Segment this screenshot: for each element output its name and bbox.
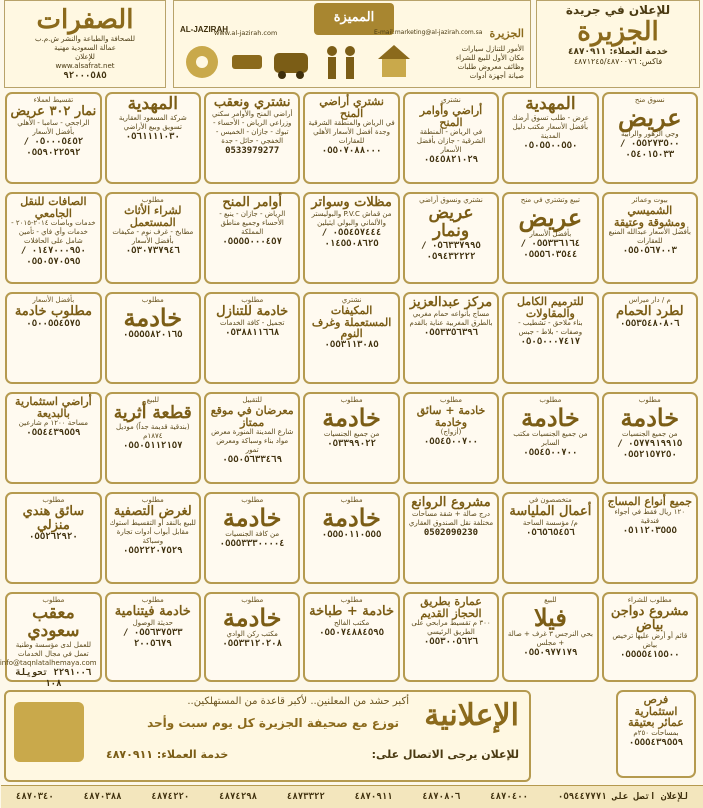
ad-title: مظلات وسواتر [311,195,392,210]
ad-phone: ٠٥٥٣٣١٢٠٢٠٨ [222,639,282,650]
car-icon [274,53,308,79]
classified-ad [502,592,598,682]
ad-body: من جميع الجنسيات مكتب السابر [513,430,588,448]
classified-ad [502,92,598,184]
ad-body: ٣٠٠ م تقسيط مرابحي على الطريق الرئيسي [411,619,491,637]
ad-body: من قماش P.V.C والبوليستر والألماني والبولي ايثيلين [311,209,392,227]
service-line2: مكان الأول للبيع للشراء [455,54,524,62]
house-icon [378,45,410,77]
footer-phone: ٤٨٧٠٤٠٠ [490,792,529,802]
ad-category: للبيع [544,596,557,604]
ad-category: مطلوب [638,396,661,404]
ad-body: مكتب ركن الوادي [226,630,278,639]
ad-title: عريض [617,103,682,132]
ad-phone: ٠٥٥٣٥٤٨٠٨٠٦ [619,318,680,329]
jazirah-ad-fax: فاكس: ٤٨٧١٢٤٥/٤٨٧٠٠٧٦ [573,57,663,66]
ad-category: مطلوب [241,496,264,504]
banner-line1: أكبر حشد من المعلنين.. لأكبر قاعدة من المستهلكين.. [187,696,409,707]
classified-ad [303,292,399,384]
header-services [456,45,524,81]
banner-line2: توزع مع صحيفة الجزيرة كل يوم سبت وأحد [147,716,399,730]
ad-title: خادمة [123,303,183,332]
classified-ad [204,292,300,384]
classified-ad [403,392,499,484]
ad-body: بمساحات ٢٥٠م [633,728,679,737]
ad-title: خادمة + سائق وخادمة [416,404,486,429]
ad-phone: ٢٢٩١٠٠٦ تحويلة ١٠٨ [15,667,92,689]
ad-phone: ٠٥٥٢٧٣٥٠٠ / ٠٥٤٠١٥٠٣٣ [619,139,680,161]
ad-category: تبيع وتشتري في منح [520,196,580,204]
jazirah-ad-line1: للإعلان في جريدة [565,3,671,17]
ad-title: جميع أنواع المساج [607,495,693,508]
ad-phone: 0502090230 [423,527,479,538]
footer-phone: ٤٨٧٠٣٤٠ [15,792,54,802]
ad-title: قطعة أثرية [113,403,192,423]
ad-title: خادمة [222,503,282,532]
ad-title: لطرد الحمام [615,304,684,319]
ad-category: متخصصون في [529,496,572,504]
ad-phone: ٠٥٥٢٢٢٠٧٥٢٩ [122,545,183,556]
alsafrat-phone: ٩٢٠٠٠٥٨٥ [63,71,107,81]
tools-icon [232,55,262,69]
alsafrat-logo: الصفرات [36,5,134,35]
ad-phone: ٠٥٥٣٣٥٦٣٩٦ [423,327,479,338]
service-line4: صيانة أجهزة أدوات [469,72,524,80]
header-left-ad [4,0,166,88]
ad-title: أوامر المنح [222,195,282,210]
gear-icon [186,46,218,78]
ad-category: م / دار ميراس [628,296,671,304]
ad-body: أراضي المنح والأوامر سكني وزراعي الرياض - الأحساء - تبوك - جازان - الخميس - الخفجي - حائل - جدة [211,109,293,145]
ad-category: مطلوب [539,396,562,404]
ad-category: مطلوب [241,296,264,304]
ad-body: بناء ملاحق - تشطيب - وصفات - بلاط - جبس [518,319,583,337]
ad-category: مطلوب [141,496,164,504]
alsafrat-tagline: للصحافة والطباعة والنشر ش.م.ب [35,35,135,43]
ad-phone: ٠٥٠٥٠٠٠٧٤١٧ [520,337,581,348]
ad-category: مطلوب [141,196,164,204]
ad-title: سائق هندي منزلي [22,504,85,533]
aliklania-banner [4,690,531,782]
jazirah-latin: AL-JAZIRAH [180,25,228,34]
classified-ad [105,292,201,384]
ad-phone: ٠٥٥٠٧٠٨٨٠٠٠ [321,146,382,157]
ad-phone: ٠٥٤٥٨٢١٠٢٩ [423,155,479,166]
ad-category: مطلوب [439,396,462,404]
footer-phone: ٤٨٧٤٢٩٨ [219,792,258,802]
service-line1: الأمور للتنازل سيارات [461,45,524,53]
ad-title: فيلا [533,603,567,632]
ad-title: خادمة [222,603,282,632]
service-line3: وظائف معروض طلبات [457,63,524,71]
ad-phone: ٠٥٥٦٣٧٥٣٣ / ٢٠٠٥٦٧٩ [122,627,183,649]
classified-ad [303,592,399,682]
ad-body: مساحة ١٢٠٠ م شارعين [18,419,89,428]
ad-body: مكتب الفالح [333,618,370,627]
ad-category: نشتري [441,96,461,104]
ad-body: خدمات وباصات ٢٠١٤-٢٠١٥ - خدمات وأي فاي - تأمين شامل على الحافلات [11,219,96,246]
ad-body: عرض - طلب تسوق أرضك بأفضل الأسعار مكتب دليل المدينة [511,113,589,140]
classified-ad [303,192,399,284]
footer-phone: ٤٨٧٠٩١١ [354,792,393,802]
classified-ad [602,592,698,682]
ad-title: لغرض التصفية [113,504,192,519]
ad-phone: ٠٥٥٤٥٠٠٧٠٠ [523,448,578,459]
ad-body: بحي النرجس ٣ غرف + صالة + مجلس [507,630,593,648]
ad-title: فرص استثمارية عمائر بعتيقة [628,693,684,730]
alsafrat-web: www.alsafrat.net [55,62,115,70]
ad-title: مشروع دواجن بياض [610,604,689,633]
ad-phone: ٠٥٠٠٥٥٤٥٧٥ [26,318,81,329]
ad-body: للعمل لدى مؤسسة وطنية تعمل في مجال الخدمات info@taqnlatalhemaya.com [0,640,97,667]
ad-category: مطلوب [241,596,264,604]
ad-category: مطلوب [340,496,363,504]
ad-phone: ٠٥٥٥٥٠٠٠٤٥٧ [222,236,282,247]
classified-ad [403,92,499,184]
classified-ad [5,92,101,184]
banner-line4: خدمة العملاء: ٤٨٧٠٩١١ [106,748,229,761]
ad-phone: ٠٥٥٠٥١١٢١٥٧ [122,440,183,451]
ad-phone: ٠٥٥٠٥٦٣٣٤٦٩ [222,455,282,466]
ad-phone: ٠١٤٧٠٠٠٩٥٠ / ٠٥٥٠٥٧٠٥٩٥ [20,246,86,268]
classified-ad [403,192,499,284]
classified-ad [403,492,499,584]
classified-ad [204,92,300,184]
footer-phone: ٤٨٧٠٣٨٨ [83,792,122,802]
ad-category: بأفضل الأسعار [32,296,75,304]
people-icon [327,46,355,79]
ad-title: لشراء الأثاث المستعمل [124,204,182,229]
classified-ad [303,492,399,584]
ad-category: مطلوب للشراء [627,596,672,604]
header-middle [173,0,531,88]
ad-body: في الرياض والمنطقة الشرقية وجدة أفضل الأسعار الأهلي للعقارات [308,119,395,146]
classified-ad [303,92,399,184]
classified-ad [0,592,101,689]
ad-phone: ٠٥٥٥٤٣٩٥٥٩ [628,737,684,748]
ad-title: الشميسي ومشوقة وعتيقة [613,204,686,229]
jazirah-web: www.al-jazirah.com [214,29,278,37]
ad-title: أراضي استثمارية بالبديعة [15,395,92,420]
ad-title: خادمة + طباخة [309,604,395,619]
classified-ad [105,92,201,184]
jazirah-ad-line2: خدمة العملاء: ٤٨٧٠٩١١ [567,47,669,57]
classified-ad [105,392,201,484]
ad-title: نشتري أراضي المنح [319,95,384,120]
ad-title: مطلوب خادمة [14,304,92,319]
ad-body: الراجحي - سامبا - الأهلي بأفضل الأسعار [17,118,90,136]
ad-body: من جميع الجنسيات [622,430,678,439]
ad-title: أراضي وأوامر المنح [419,104,483,129]
ad-body: ١٢٠ ريال فقط في أجواء فندقية [614,507,686,525]
ad-title: خادمة [322,503,381,532]
banner-line3: للإعلان يرجى الاتصال على: [371,748,519,761]
ad-category: نسوق منح [634,96,665,104]
ad-phone: ٠٥٧٧٩١٩٩١٥ / ٠٥٥٢١٥٧٢٥٠ [617,439,683,461]
ad-category: مطلوب [141,596,164,604]
ad-title: عريض ونمار [428,203,474,241]
jazirah-email: E-mail:marketing@al-jazirah.com.sa [374,29,483,36]
ad-phone: ٠٥٥٣١١٣٠٨٥ [324,339,379,350]
ad-body: في الرياض - المنطقة الشرقية - جازان بأفضل الأسعار [416,128,486,155]
ad-body: بأفضل الأسعار [529,230,572,239]
ad-category: مطلوب [42,496,65,504]
classified-ad [204,192,300,284]
ad-phone: ٠٥٥٥٠١١٠٥٥٥ [321,530,382,541]
ad-category: للبيع [146,396,159,404]
classified-ad [105,192,201,284]
ad-category: مطلوب [340,596,363,604]
footer-phone: ٤٨٧٠٨٠٦ [422,792,461,802]
classified-ad [5,492,101,584]
classified-ad [105,492,201,584]
ad-title: خادمة للتنازل [216,304,289,319]
classified-ad [403,592,499,682]
ad-body: بأفضل الأسعار عبدالله المنيع للعقارات [608,228,691,246]
footer-phones [1,785,703,808]
classified-ad [204,392,300,484]
ad-phone: ٠٥٦٣٣٧٩٩٥ / ٠٥٩٤٣٢٢٢٢ [421,240,481,262]
ad-phone: ٠٥٥٢٦٢٩٢٠ [28,532,78,543]
classified-ad [502,392,598,484]
footer-phone: ٤٨٧٤٢٢٠ [151,792,190,802]
ad-title: معقب سعودي [27,603,80,641]
ad-phone: ٠٥١١٢٠٣٥٥٥ [622,525,677,536]
classifieds-page [1,0,703,808]
classified-ad [303,392,399,484]
ad-phone: ٠٥٥٤٥٧٤٤٤ / ٠١٤٥٥٠٨٦٢٥ [321,227,382,249]
ad-phone: ٠٥٣٨٨١١٦٦٨ [225,327,280,338]
alsafrat-line1: عمالة السعودية مهنية [54,44,116,52]
ad-title: خادمة فيتنامية [114,604,191,619]
classified-ad [204,492,300,584]
ad-title: للترميم الكامل والمقاولات [516,295,584,320]
classified-ad [105,592,201,682]
ad-title: المكيفات المستعملة وغرف النوم [311,304,392,341]
ad-title: أعمال الملياسة [509,504,592,519]
ad-phone: ٠٥٥٣٠٠٥٦٢٦ [423,637,479,648]
ad-title: معرضان في موقع ممتاز [210,404,294,429]
banner-brand: الإعلانية [424,698,519,733]
ad-title: خادمة [521,403,580,432]
ad-body: شركة المسعود العقارية تسويق وبيع الأراضي [118,113,187,131]
classified-ad [502,292,598,384]
jazirah-brand: الجزيرة [489,27,524,40]
ad-body: حديثة الوصول [132,618,173,627]
ad-body: الرياض - جازان - ينبع - الأحساء وجميع مناطق المملكة [219,209,286,236]
ad-title: نشتري ونعقب [213,95,291,110]
classified-ad [5,192,101,284]
classified-ad [616,690,696,778]
ad-title: نمار ٣٠٢ عريض [10,104,97,119]
ad-body: م/ مؤسسة الساحة [522,518,578,527]
mumayaza-title: المميزة [333,10,375,25]
ad-body: (أزواج) [440,428,462,437]
ad-phone: ٠٥٥٤٥٠٠٧٠٠ [423,437,479,448]
classified-ad [602,392,698,484]
ad-phone: ٠٥٥٠٩٧٧١٧٩ [523,648,578,659]
classified-ad [602,292,698,384]
ad-phone: ٠٥٣٣٩٩٠٢٢ [327,439,376,450]
ad-category: بيوت وعمائر [631,196,668,204]
ad-phone: ٠٥٥٠٥٦٧٠٠٣ [622,246,677,257]
ad-title: خادمة [620,403,680,432]
footer-phone: ٤٨٧٣٣٢٢ [286,792,325,802]
ad-title: عمارة بطريق الحجاز القديم [420,595,482,620]
ad-category: تقسيط لعملاء [33,96,74,104]
ad-phone: ٠٥٠٠٠٥٤٥٢ / ٠٥٥٩٠٢٢٥٩٢ [23,136,84,158]
classified-ad [602,492,698,584]
classified-ad [204,592,300,682]
ad-phone: ٠٥٥٥٣٣٣٠٠٠٠٤ [219,539,285,550]
jazirah-logo: الجزيرة [577,17,659,47]
ad-body: وجي الزهور والرابية [620,130,679,139]
footer-right: للإعلان اتصل على ٠٥٩٤٤٧٧٧١ [557,792,688,802]
ad-phone: ٠٥٥٠٧٤٨٨٤٥٩٥ [319,627,385,638]
ad-body: شارع المدينة المنورة معرض مواد بناء وسباكة ومعرض تمور [211,428,294,455]
ad-phone: ٠٥٠٥٥٠٠٥٥٠ [523,140,578,151]
ad-title: المهدية [525,94,576,114]
ad-title: خادمة [322,403,381,432]
ad-body: من جميع الجنسيات [323,430,380,439]
header-right-ad [536,0,700,88]
classified-ad [5,392,101,484]
ad-body: للبيع بالنقد أو التقسيط استوك مقابل أبواب أدوات تجارة وسباكة [109,518,196,545]
ad-title: مشروع الروانع [411,495,491,510]
ad-body: (بندقية قديمة جداً) موديل ١٨٧٤م [116,422,190,440]
classified-ad [602,192,698,284]
ad-title: مركز عبدالعزيز [409,295,493,310]
ad-phone: ٠٥٥٥٥٨٢٠١٦٥ [122,330,183,341]
ad-phone: ٠٥٦٥٦٥٤٥٦ [525,527,575,538]
ad-category: نشتري [341,296,362,304]
ad-title: الصافات للنقل الجامعي [20,195,87,220]
classified-ad [502,192,598,284]
ad-phone: 0533979277 [225,145,280,156]
ad-category: مطلوب [141,296,164,304]
classified-ad [403,292,499,384]
alsafrat-line2: للإعلان [75,53,95,61]
ad-body: مطابخ - غرف نوم - مكيفات بأفضل الأسعار [112,228,194,246]
ad-phone: ٠٥٥٣٣٦١٦٤ / ٠٥٥٥٦٠٣٥٤٤ [520,239,581,261]
ad-category: مطلوب [340,396,363,404]
classified-ad [502,492,598,584]
ad-body: قائم أو أرض عليها ترخيص بياض [612,632,688,650]
ad-category: مطلوب [42,596,65,604]
classified-ad [5,292,101,384]
ad-category: للتقبيل [242,396,263,404]
classified-ad [602,92,698,184]
ad-body: درج صالة + شقة مساحات مختلفة نقل الصندوق العقاري [408,509,494,527]
ad-category: نشتري ونسوق أراضي [419,196,483,204]
ad-body: من كافة الجنسيات [225,530,280,539]
ad-phone: ٠٥٥٤٤٣٩٥٥٩ [26,428,81,439]
ad-body: تجميل - كافة الخدمات [219,318,285,327]
ad-title: المهدية [127,94,178,114]
ad-body: مساج بأنواعه حمام مغربي بالطرق المغربية عناية بالقدم [409,309,493,327]
ad-title: عريض [518,203,583,232]
ad-phone: ٠٥٣٠٧٣٧٩٤٦ [125,246,180,257]
shopping-cart-icon [14,702,84,762]
ad-phone: ٠٥٥٥٥٤١٥٥٠٠ [619,650,680,661]
ad-phone: ٠٥٦١١١١٠٣٠ [125,131,180,142]
